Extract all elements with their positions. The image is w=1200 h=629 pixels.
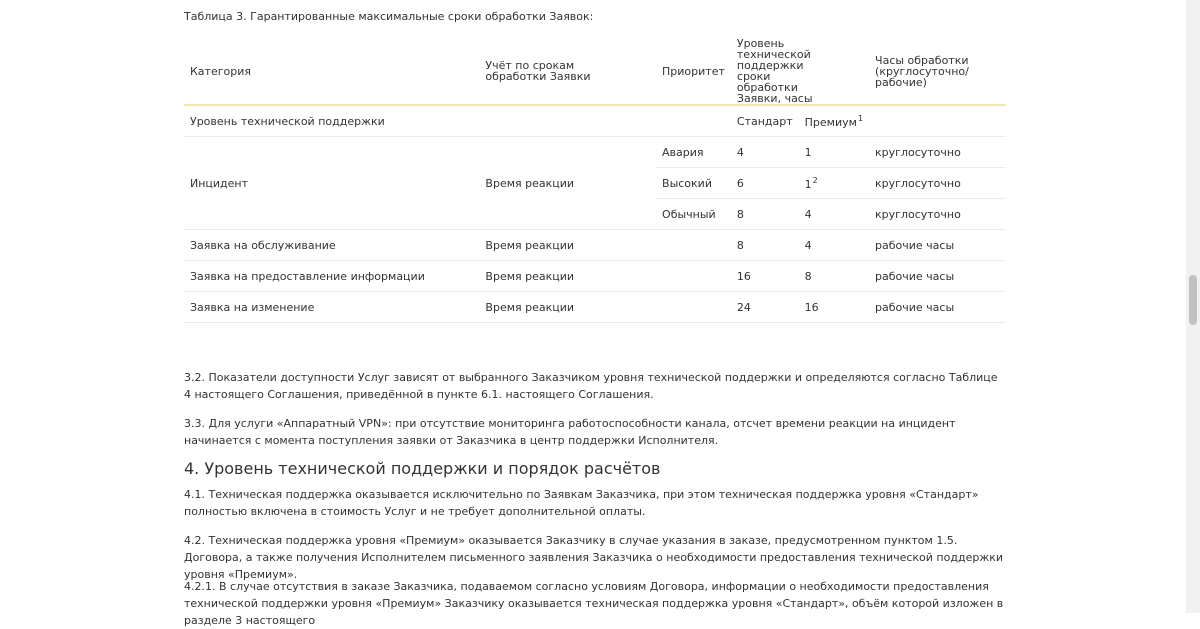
paragraph-3-3: 3.3. Для услуги «Аппаратный VPN»: при отсутствие мониторинга работоспособности канала, отсчет времени реакции на инцидент начинается с момента поступления заявки от Заказчика в центр поддержки Исполнителя.: [184, 417, 956, 447]
level-premium: Премиум: [804, 115, 857, 129]
priority-cell: Авария: [656, 137, 731, 168]
premium-cell: [799, 168, 869, 199]
standard-cell: 4: [731, 137, 799, 168]
vertical-scrollbar[interactable]: [1186, 0, 1200, 613]
table-row: [184, 261, 1006, 292]
hours-cell: круглосуточно: [869, 168, 1006, 199]
empty-cell: [869, 105, 1006, 137]
standard-cell: 16: [731, 261, 799, 292]
header-accounting: Учёт по срокам обработки Заявки: [479, 38, 656, 105]
premium-cell: 4: [799, 199, 869, 230]
footnote-marker: 2: [812, 175, 818, 185]
hours-cell: круглосуточно: [869, 137, 1006, 168]
premium-cell: 8: [799, 261, 869, 292]
level-premium-cell: [799, 105, 869, 137]
scrollbar-thumb[interactable]: [1189, 275, 1197, 325]
accounting-cell: Время реакции: [479, 230, 656, 261]
premium-value: 1: [804, 177, 812, 191]
table-header-row: [184, 38, 1006, 105]
footnote-marker: 1: [857, 113, 864, 123]
incident-accounting: Время реакции: [479, 137, 656, 230]
table-row: [184, 292, 1006, 323]
premium-cell: 1: [799, 137, 869, 168]
table-row: [184, 230, 1006, 261]
paragraph-3-2: 3.2. Показатели доступности Услуг зависят от выбранного Заказчиком уровня технической поддержки и определяются согласно Таблице 4 настоящего Соглашения, приведённой в пункте 6.1. настоящего Соглашения.: [184, 371, 998, 401]
hours-cell: круглосуточно: [869, 199, 1006, 230]
paragraph-4-1: 4.1. Техническая поддержка оказывается исключительно по Заявкам Заказчика, при этом техническая поддержка уровня «Стандарт» полностью включена в стоимость Услуг и не требует дополнительной оплаты.: [184, 488, 979, 518]
table-row: [184, 105, 1006, 137]
hours-cell: рабочие часы: [869, 261, 1006, 292]
priority-cell: Обычный: [656, 199, 731, 230]
level-row-label: Уровень технической поддержки: [184, 105, 731, 137]
sla-table: [184, 38, 1006, 323]
paragraph-4-2: 4.2. Техническая поддержка уровня «Премиум» оказывается Заказчику в случае указания в заказе, предусмотренном пунктом 1.5. Договора, а также получения Исполнителем письменного заявления Заказчика о необходимости предоставления технической поддержки уровня «Премиум».: [184, 534, 1004, 581]
category-cell: Заявка на обслуживание: [184, 230, 479, 261]
standard-cell: 8: [731, 199, 799, 230]
header-hours: Часы обработки (круглосуточно/ рабочие): [869, 38, 1006, 105]
premium-cell: 4: [799, 230, 869, 261]
priority-cell: [656, 292, 731, 323]
level-standard: Стандарт: [731, 105, 799, 137]
priority-cell: Высокий: [656, 168, 731, 199]
accounting-cell: Время реакции: [479, 292, 656, 323]
accounting-cell: Время реакции: [479, 261, 656, 292]
header-category: Категория: [184, 38, 479, 105]
category-cell: Заявка на предоставление информации: [184, 261, 479, 292]
standard-cell: 24: [731, 292, 799, 323]
priority-cell: [656, 230, 731, 261]
header-priority: Приоритет: [656, 38, 731, 105]
section-heading-4: 4. Уровень технической поддержки и порядок расчётов: [184, 459, 661, 478]
header-support-level: Уровень технической поддержки сроки обработки Заявки, часы: [731, 38, 869, 105]
hours-cell: рабочие часы: [869, 292, 1006, 323]
standard-cell: 6: [731, 168, 799, 199]
hours-cell: рабочие часы: [869, 230, 1006, 261]
table-caption: Таблица 3. Гарантированные максимальные сроки обработки Заявок:: [184, 10, 594, 23]
category-cell: Заявка на изменение: [184, 292, 479, 323]
paragraph-4-2-1: 4.2.1. В случае отсутствия в заказе Заказчика, подаваемом согласно условиям Договора, информации о необходимости предоставления технической поддержки уровня «Премиум» Заказчику оказывается техническая поддержка уровня «Стандарт», объём которой изложен в разделе 3 настоящего: [184, 580, 1004, 627]
premium-cell: 16: [799, 292, 869, 323]
priority-cell: [656, 261, 731, 292]
table-row: [184, 137, 1006, 168]
incident-category: Инцидент: [184, 137, 479, 230]
standard-cell: 8: [731, 230, 799, 261]
